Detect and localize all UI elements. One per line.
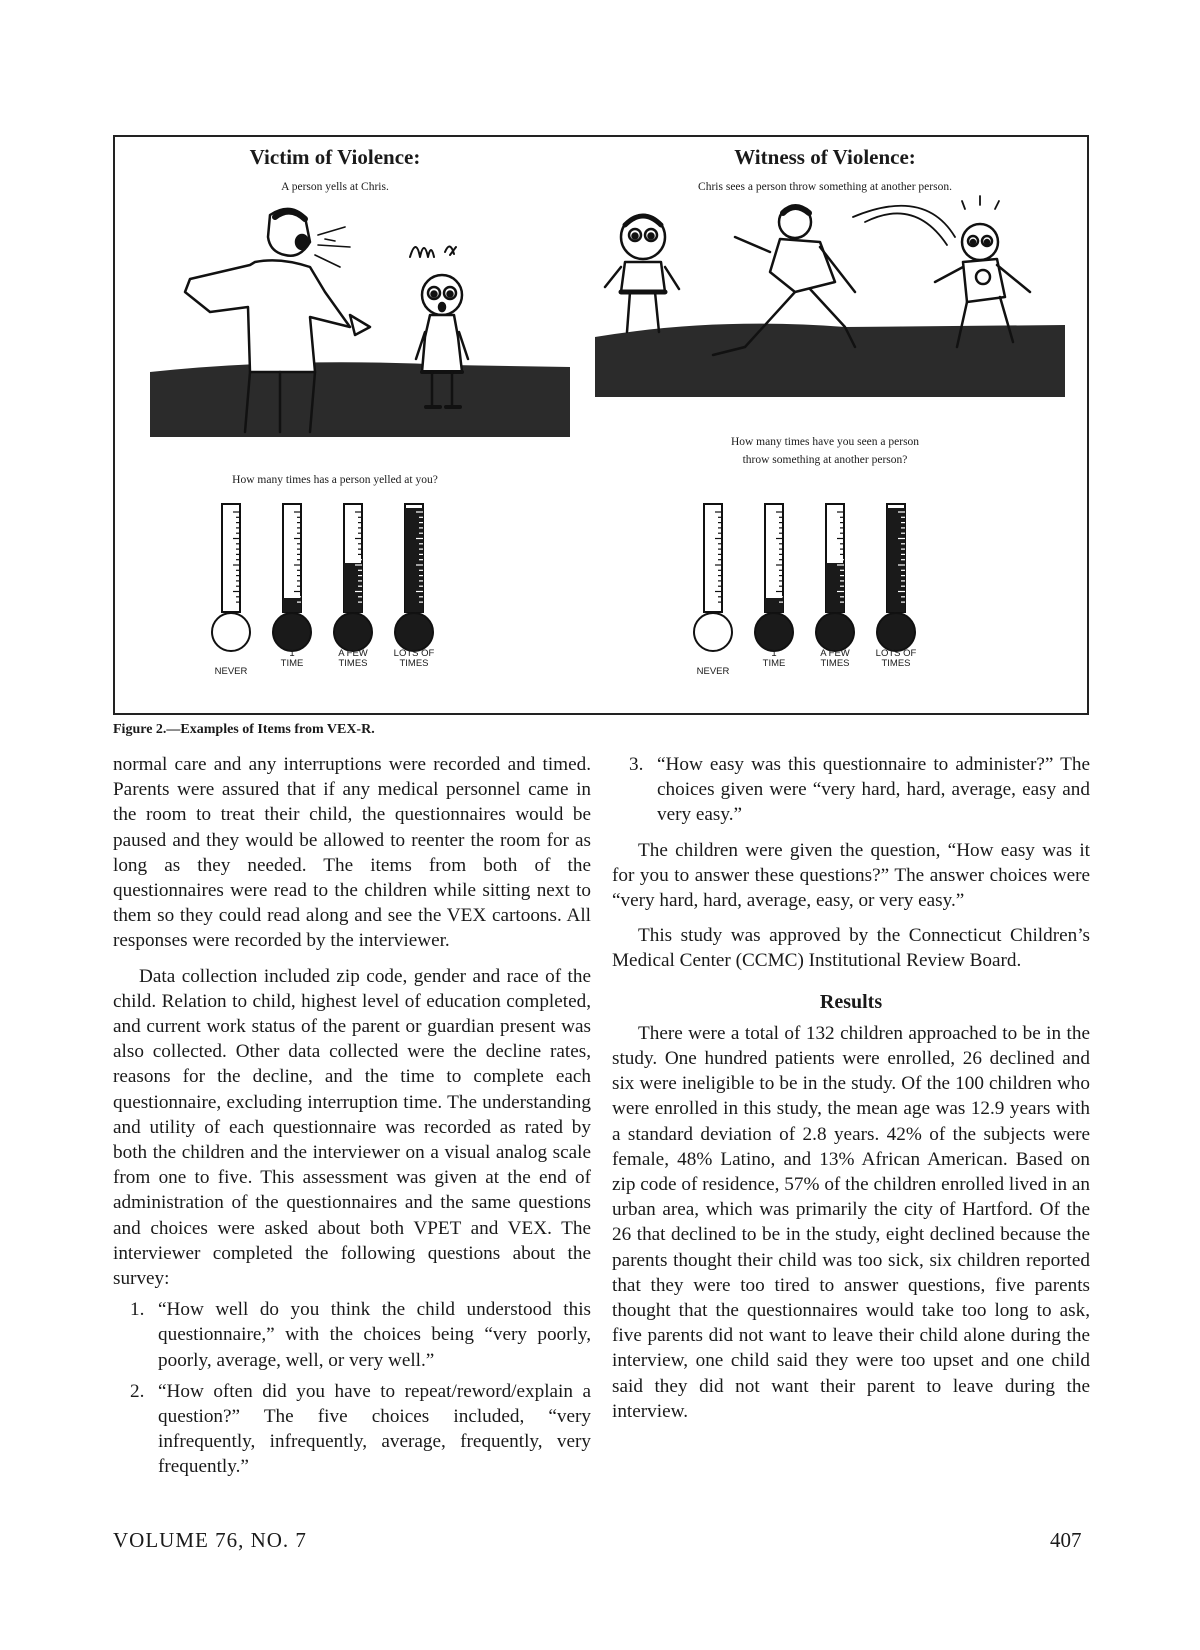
right-thermometer-scale bbox=[687, 499, 987, 659]
left-panel-title: Victim of Violence: bbox=[249, 145, 421, 169]
col2-paragraph-2: This study was approved by the Connecticut Children’s Medical Center (CCMC) Institutional Review Board. bbox=[612, 925, 1090, 972]
left-column bbox=[113, 752, 591, 1480]
figure-box bbox=[113, 135, 1089, 715]
list-item: 1. “How well do you think the child understood this questionnaire,” with the choices being “very poorly, poorly, average, well, or very well.” bbox=[130, 1299, 591, 1371]
thermometer-a-few-times bbox=[816, 504, 854, 651]
left-label-a-few-times: A FEW TIMES bbox=[338, 648, 368, 669]
right-question-line2: throw something at another person? bbox=[742, 454, 908, 466]
left-label-one-time: 1 TIME bbox=[280, 648, 304, 669]
results-heading: Results bbox=[819, 990, 883, 1013]
col1-paragraph-1: normal care and any interruptions were recorded and timed. Parents were assured that if any medical personnel came in the room to treat their child, the questionnaires would be paused and they would be allowed to reenter the room for as long as they needed. The items from both of the questionnaires were read to the children while sitting next to them so they could read along and see the VEX cartoons. All responses were recorded by the interviewer. bbox=[113, 754, 591, 952]
figure-caption: Figure 2.—Examples of Items from VEX-R. bbox=[113, 722, 375, 737]
left-panel-question: How many times has a person yelled at you? bbox=[232, 474, 438, 486]
thermometer-a-few-times bbox=[334, 504, 372, 651]
thermometer-never bbox=[694, 504, 732, 651]
thermometer-never bbox=[212, 504, 250, 651]
thermometer-lots-of-times bbox=[877, 504, 915, 651]
thermometer-one-time bbox=[273, 504, 311, 651]
left-label-never: NEVER bbox=[214, 666, 248, 677]
right-panel-question bbox=[655, 433, 995, 469]
list-item: 2. “How often did you have to repeat/reword/explain a question?” The five choices included, “very infrequently, infrequently, average, frequently, very frequently.” bbox=[130, 1380, 591, 1478]
right-column bbox=[612, 752, 1090, 1424]
right-label-never: NEVER bbox=[696, 666, 730, 677]
interviewer-question-list bbox=[113, 1297, 591, 1479]
list-item: 3. “How easy was this questionnaire to administer?” The choices given were “very hard, hard, average, easy and very easy.” bbox=[629, 754, 1090, 826]
right-panel-title: Witness of Violence: bbox=[734, 145, 916, 169]
yelling-adult-illustration bbox=[150, 197, 570, 437]
right-label-a-few-times: A FEW TIMES bbox=[820, 648, 850, 669]
page-number: 407 bbox=[1050, 1528, 1082, 1552]
left-label-lots-of-times: LOTS OF TIMES bbox=[393, 648, 435, 669]
right-panel-subtitle: Chris sees a person throw something at another person. bbox=[698, 181, 952, 193]
col2-paragraph-3: There were a total of 132 children approached to be in the study. One hundred patients were enrolled, 26 declined and six were ineligible to be in the study. Of the 100 children who were enrolled in this study, the mean age was 12.9 years with a standard deviation of 2.8 years. 42% of the subjects were female, 48% Latino, and 13% African American. Based on zip code of residence, 57% of the children enrolled lived in an urban area, which was primarily the city of Hartford. Of the 26 that declined to be in the study, eight declined because the parents thought their child was too sick, six children reported that they were too tired to answer questions, five parents thought that the questionnaires would take too long to ask, five parents did not want to leave their child alone during the interview, one child said they were too upset and one child said they did not want their parent to leave during the interview. bbox=[612, 1022, 1090, 1422]
col2-paragraph-1: The children were given the question, “How easy was it for you to answer these questions?” The answer choices were “very hard, hard, average, easy, or very easy.” bbox=[612, 839, 1090, 912]
journal-volume: VOLUME 76, NO. 7 bbox=[113, 1528, 307, 1552]
right-question-line1: How many times have you seen a person bbox=[730, 436, 920, 448]
thermometer-lots-of-times bbox=[395, 504, 433, 651]
left-thermometer-scale bbox=[205, 499, 505, 659]
left-panel-subtitle: A person yells at Chris. bbox=[281, 181, 389, 193]
interviewer-question-list-cont bbox=[612, 752, 1090, 828]
right-label-one-time: 1 TIME bbox=[762, 648, 786, 669]
right-label-lots-of-times: LOTS OF TIMES bbox=[875, 648, 917, 669]
thermometer-one-time bbox=[755, 504, 793, 651]
col1-paragraph-2: Data collection included zip code, gender and race of the child. Relation to child, highest level of education completed, and current work status of the parent or guardian present was also collected. Other data collected were the decline rates, reasons for the decline, and the time to complete each questionnaire, excluding interruption time. The understanding and utility of each questionnaire was recorded as rated by both the children and the interviewer on a visual analog scale from one to five. This assessment was given at the end of administration of the questionnaires and the same questions and choices were asked about both VPET and VEX. The interviewer completed the following questions about the survey: bbox=[113, 965, 591, 1290]
throwing-scene-illustration bbox=[595, 197, 1065, 397]
